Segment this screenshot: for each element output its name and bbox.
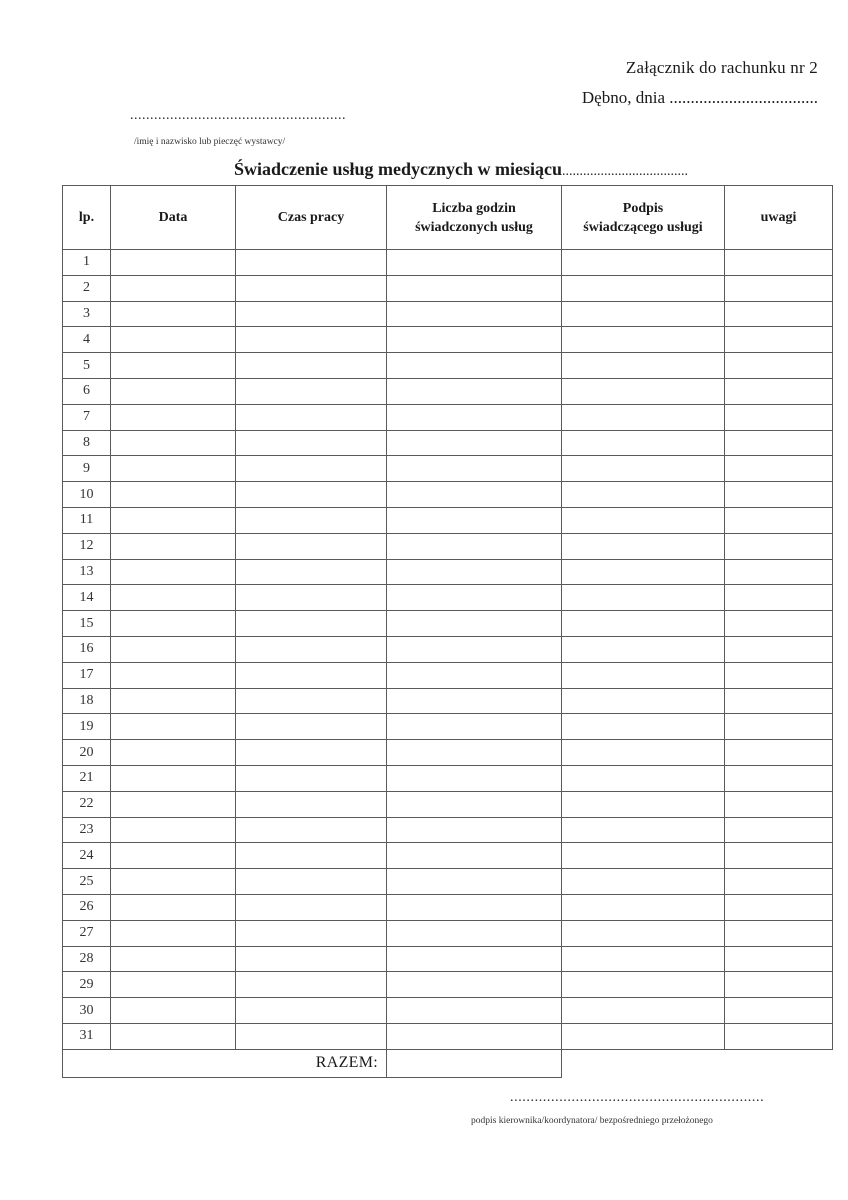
hours-cell[interactable] [387, 791, 562, 817]
notes-cell[interactable] [725, 585, 833, 611]
form-title-text: Świadczenie usług medycznych w miesiącu [234, 159, 562, 179]
table-row [63, 611, 833, 637]
hours-cell[interactable] [387, 972, 562, 998]
hours-cell[interactable] [387, 378, 562, 404]
signature-cell[interactable] [562, 714, 725, 740]
notes-cell[interactable] [725, 946, 833, 972]
row-number: 31 [63, 1023, 111, 1049]
notes-cell[interactable] [725, 688, 833, 714]
row-number: 8 [63, 430, 111, 456]
notes-cell[interactable] [725, 791, 833, 817]
signature-cell[interactable] [562, 894, 725, 920]
signature-cell[interactable] [562, 507, 725, 533]
work-time-cell[interactable] [236, 1023, 387, 1049]
service-log-table [62, 185, 833, 1078]
signature-cell[interactable] [562, 1023, 725, 1049]
row-number: 7 [63, 404, 111, 430]
table-row [63, 714, 833, 740]
hours-cell[interactable] [387, 946, 562, 972]
table-row [63, 507, 833, 533]
row-number: 29 [63, 972, 111, 998]
work-time-cell[interactable] [236, 250, 387, 276]
work-time-cell[interactable] [236, 533, 387, 559]
row-number: 15 [63, 611, 111, 637]
signature-cell[interactable] [562, 791, 725, 817]
hours-cell[interactable] [387, 636, 562, 662]
total-row-spacer [562, 1049, 833, 1077]
notes-cell[interactable] [725, 430, 833, 456]
notes-cell[interactable] [725, 894, 833, 920]
notes-cell[interactable] [725, 559, 833, 585]
signature-cell[interactable] [562, 430, 725, 456]
table-row [63, 327, 833, 353]
row-number: 14 [63, 585, 111, 611]
signature-cell[interactable] [562, 765, 725, 791]
place-date-field: Dębno, dnia ................................... [581, 88, 818, 107]
work-time-cell[interactable] [236, 714, 387, 740]
notes-cell[interactable] [725, 869, 833, 895]
notes-cell[interactable] [725, 714, 833, 740]
row-number: 26 [63, 894, 111, 920]
row-number: 13 [63, 559, 111, 585]
notes-cell[interactable] [725, 533, 833, 559]
column-header-date: Data [111, 186, 236, 250]
column-header-notes: uwagi [725, 186, 833, 250]
notes-cell[interactable] [725, 765, 833, 791]
hours-cell[interactable] [387, 507, 562, 533]
date-cell[interactable] [111, 765, 236, 791]
signature-cell[interactable] [562, 456, 725, 482]
date-cell[interactable] [111, 817, 236, 843]
work-time-cell[interactable] [236, 972, 387, 998]
row-number: 4 [63, 327, 111, 353]
table-row [63, 894, 833, 920]
hours-cell[interactable] [387, 843, 562, 869]
date-cell[interactable] [111, 378, 236, 404]
row-number: 20 [63, 740, 111, 766]
notes-cell[interactable] [725, 482, 833, 508]
work-time-cell[interactable] [236, 946, 387, 972]
work-time-cell[interactable] [236, 507, 387, 533]
work-time-cell[interactable] [236, 301, 387, 327]
work-time-cell[interactable] [236, 740, 387, 766]
hours-cell[interactable] [387, 250, 562, 276]
supervisor-signature-line: .............................................................. [510, 1090, 765, 1105]
work-time-cell[interactable] [236, 378, 387, 404]
signature-cell[interactable] [562, 636, 725, 662]
work-time-cell[interactable] [236, 662, 387, 688]
signature-cell[interactable] [562, 843, 725, 869]
table-row [63, 972, 833, 998]
table-row [63, 1023, 833, 1049]
table-row [63, 301, 833, 327]
work-time-cell[interactable] [236, 559, 387, 585]
date-cell[interactable] [111, 533, 236, 559]
date-cell[interactable] [111, 946, 236, 972]
column-header-work-time: Czas pracy [236, 186, 387, 250]
date-cell[interactable] [111, 507, 236, 533]
hours-cell[interactable] [387, 430, 562, 456]
date-cell[interactable] [111, 275, 236, 301]
signature-cell[interactable] [562, 327, 725, 353]
date-cell[interactable] [111, 611, 236, 637]
hours-cell[interactable] [387, 688, 562, 714]
notes-cell[interactable] [725, 740, 833, 766]
row-number: 10 [63, 482, 111, 508]
hours-cell[interactable] [387, 765, 562, 791]
work-time-cell[interactable] [236, 869, 387, 895]
table-row [63, 817, 833, 843]
date-cell[interactable] [111, 869, 236, 895]
table-row [63, 662, 833, 688]
work-time-cell[interactable] [236, 353, 387, 379]
table-row [63, 946, 833, 972]
notes-cell[interactable] [725, 250, 833, 276]
hours-cell[interactable] [387, 998, 562, 1024]
row-number: 12 [63, 533, 111, 559]
date-cell[interactable] [111, 404, 236, 430]
date-cell[interactable] [111, 1023, 236, 1049]
signature-cell[interactable] [562, 817, 725, 843]
signature-cell[interactable] [562, 740, 725, 766]
row-number: 5 [63, 353, 111, 379]
hours-cell[interactable] [387, 456, 562, 482]
row-number: 1 [63, 250, 111, 276]
row-number: 2 [63, 275, 111, 301]
column-header-hours: Liczba godzin świadczonych usług [387, 186, 562, 250]
row-number: 21 [63, 765, 111, 791]
row-number: 3 [63, 301, 111, 327]
work-time-cell[interactable] [236, 585, 387, 611]
notes-cell[interactable] [725, 817, 833, 843]
work-time-cell[interactable] [236, 404, 387, 430]
notes-cell[interactable] [725, 611, 833, 637]
signature-cell[interactable] [562, 482, 725, 508]
signature-cell[interactable] [562, 688, 725, 714]
date-cell[interactable] [111, 791, 236, 817]
work-time-cell[interactable] [236, 894, 387, 920]
table-row [63, 920, 833, 946]
hours-cell[interactable] [387, 533, 562, 559]
hours-cell[interactable] [387, 585, 562, 611]
hours-cell[interactable] [387, 353, 562, 379]
work-time-cell[interactable] [236, 482, 387, 508]
row-number: 6 [63, 378, 111, 404]
signature-cell[interactable] [562, 559, 725, 585]
hours-cell[interactable] [387, 714, 562, 740]
table-body [63, 250, 833, 1078]
signature-cell[interactable] [562, 972, 725, 998]
hours-cell[interactable] [387, 611, 562, 637]
table-row [63, 275, 833, 301]
row-number: 11 [63, 507, 111, 533]
work-time-cell[interactable] [236, 327, 387, 353]
date-cell[interactable] [111, 843, 236, 869]
date-cell[interactable] [111, 430, 236, 456]
row-number: 23 [63, 817, 111, 843]
date-cell[interactable] [111, 972, 236, 998]
total-row [63, 1049, 833, 1077]
date-cell[interactable] [111, 688, 236, 714]
signature-cell[interactable] [562, 301, 725, 327]
signature-cell[interactable] [562, 869, 725, 895]
row-number: 22 [63, 791, 111, 817]
row-number: 9 [63, 456, 111, 482]
hours-cell[interactable] [387, 275, 562, 301]
hours-cell[interactable] [387, 662, 562, 688]
table-row [63, 843, 833, 869]
signature-cell[interactable] [562, 946, 725, 972]
hours-cell[interactable] [387, 817, 562, 843]
notes-cell[interactable] [725, 404, 833, 430]
table-row [63, 533, 833, 559]
total-label: RAZEM: [63, 1049, 387, 1077]
row-number: 28 [63, 946, 111, 972]
table-row [63, 378, 833, 404]
hours-cell[interactable] [387, 1023, 562, 1049]
table-row [63, 456, 833, 482]
work-time-cell[interactable] [236, 817, 387, 843]
table-row [63, 791, 833, 817]
row-number: 27 [63, 920, 111, 946]
row-number: 25 [63, 869, 111, 895]
hours-cell[interactable] [387, 301, 562, 327]
column-header-signature: Podpis świadczącego usługi [562, 186, 725, 250]
work-time-cell[interactable] [236, 456, 387, 482]
signature-cell[interactable] [562, 378, 725, 404]
notes-cell[interactable] [725, 662, 833, 688]
table-row [63, 404, 833, 430]
table-row [63, 353, 833, 379]
month-blank: .................................... [562, 164, 688, 179]
table-row [63, 585, 833, 611]
work-time-cell[interactable] [236, 791, 387, 817]
table-row [63, 250, 833, 276]
row-number: 24 [63, 843, 111, 869]
column-header-lp: lp. [63, 186, 111, 250]
date-cell[interactable] [111, 714, 236, 740]
row-number: 19 [63, 714, 111, 740]
hours-cell[interactable] [387, 404, 562, 430]
signature-cell[interactable] [562, 920, 725, 946]
signature-cell[interactable] [562, 275, 725, 301]
notes-cell[interactable] [725, 843, 833, 869]
row-number: 30 [63, 998, 111, 1024]
notes-cell[interactable] [725, 327, 833, 353]
work-time-cell[interactable] [236, 920, 387, 946]
signature-cell[interactable] [562, 533, 725, 559]
date-cell[interactable] [111, 250, 236, 276]
table-row [63, 998, 833, 1024]
row-number: 16 [63, 636, 111, 662]
work-time-cell[interactable] [236, 636, 387, 662]
table-row [63, 430, 833, 456]
table-row [63, 869, 833, 895]
hours-cell[interactable] [387, 920, 562, 946]
table-header-row [63, 186, 833, 250]
work-time-cell[interactable] [236, 843, 387, 869]
form-title [234, 159, 688, 180]
issuer-signature-line: ...................................................... [130, 108, 346, 123]
work-time-cell[interactable] [236, 688, 387, 714]
table-row [63, 688, 833, 714]
row-number: 17 [63, 662, 111, 688]
date-cell[interactable] [111, 559, 236, 585]
attachment-label: Załącznik do rachunku nr 2 [625, 58, 818, 77]
notes-cell[interactable] [725, 275, 833, 301]
table-row [63, 636, 833, 662]
notes-cell[interactable] [725, 353, 833, 379]
work-time-cell[interactable] [236, 998, 387, 1024]
date-cell[interactable] [111, 301, 236, 327]
notes-cell[interactable] [725, 301, 833, 327]
total-hours-cell[interactable] [387, 1049, 562, 1077]
hours-cell[interactable] [387, 740, 562, 766]
work-time-cell[interactable] [236, 611, 387, 637]
signature-cell[interactable] [562, 611, 725, 637]
notes-cell[interactable] [725, 998, 833, 1024]
date-cell[interactable] [111, 353, 236, 379]
date-cell[interactable] [111, 740, 236, 766]
work-time-cell[interactable] [236, 765, 387, 791]
notes-cell[interactable] [725, 378, 833, 404]
hours-cell[interactable] [387, 869, 562, 895]
table-row [63, 740, 833, 766]
hours-cell[interactable] [387, 482, 562, 508]
work-time-cell[interactable] [236, 275, 387, 301]
notes-cell[interactable] [725, 1023, 833, 1049]
signature-cell[interactable] [562, 404, 725, 430]
work-time-cell[interactable] [236, 430, 387, 456]
hours-cell[interactable] [387, 327, 562, 353]
notes-cell[interactable] [725, 636, 833, 662]
table-row [63, 482, 833, 508]
hours-cell[interactable] [387, 894, 562, 920]
date-cell[interactable] [111, 998, 236, 1024]
supervisor-caption: podpis kierownika/koordynatora/ bezpośredniego przełożonego [471, 1116, 713, 1126]
signature-cell[interactable] [562, 998, 725, 1024]
notes-cell[interactable] [725, 920, 833, 946]
notes-cell[interactable] [725, 456, 833, 482]
date-cell[interactable] [111, 327, 236, 353]
signature-cell[interactable] [562, 585, 725, 611]
date-cell[interactable] [111, 585, 236, 611]
date-cell[interactable] [111, 636, 236, 662]
hours-cell[interactable] [387, 559, 562, 585]
date-cell[interactable] [111, 920, 236, 946]
date-cell[interactable] [111, 894, 236, 920]
table-row [63, 559, 833, 585]
notes-cell[interactable] [725, 972, 833, 998]
date-cell[interactable] [111, 482, 236, 508]
date-cell[interactable] [111, 456, 236, 482]
signature-cell[interactable] [562, 250, 725, 276]
notes-cell[interactable] [725, 507, 833, 533]
signature-cell[interactable] [562, 662, 725, 688]
issuer-caption: /imię i nazwisko lub pieczęć wystawcy/ [134, 137, 286, 147]
row-number: 18 [63, 688, 111, 714]
signature-cell[interactable] [562, 353, 725, 379]
table-row [63, 765, 833, 791]
date-cell[interactable] [111, 662, 236, 688]
